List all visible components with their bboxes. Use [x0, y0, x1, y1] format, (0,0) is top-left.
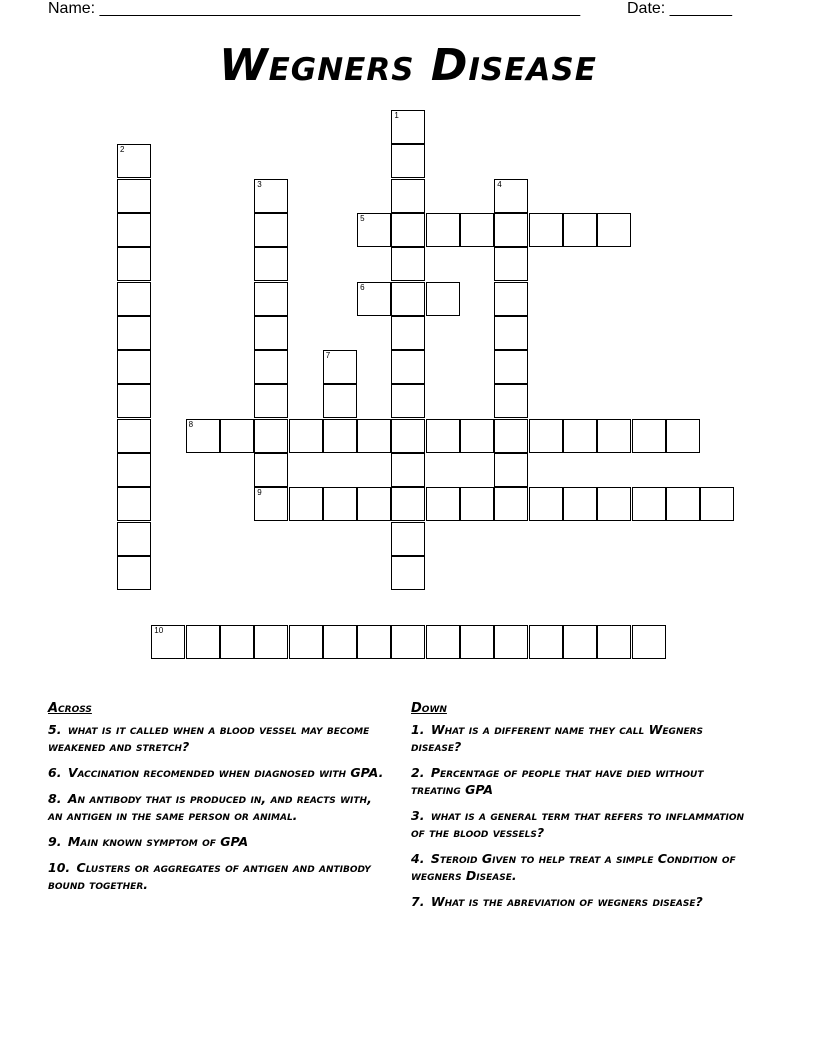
- crossword-cell[interactable]: [666, 419, 700, 453]
- cell-number: 9: [257, 488, 262, 498]
- crossword-cell[interactable]: [254, 247, 288, 281]
- crossword-cell[interactable]: [426, 213, 460, 247]
- crossword-cell[interactable]: [254, 625, 288, 659]
- crossword-cell[interactable]: [186, 419, 220, 453]
- crossword-cell[interactable]: [460, 625, 494, 659]
- crossword-cell[interactable]: [494, 453, 528, 487]
- crossword-cell[interactable]: [254, 384, 288, 418]
- crossword-cell[interactable]: [323, 350, 357, 384]
- clue-text: Vaccination recomended when diagnosed with GPA.: [67, 765, 384, 780]
- crossword-cell[interactable]: [391, 556, 425, 590]
- crossword-cell[interactable]: [460, 487, 494, 521]
- cell-number: 3: [257, 179, 262, 189]
- cell-number: 2: [120, 145, 125, 155]
- clue-text: Steroid Given to help treat a simple Condition of wegners Disease.: [411, 851, 736, 883]
- crossword-cell[interactable]: [323, 625, 357, 659]
- crossword-cell[interactable]: [391, 419, 425, 453]
- clue-text: Percentage of people that have died without treating GPA: [411, 765, 704, 797]
- crossword-cell[interactable]: [632, 487, 666, 521]
- cell-number: 5: [360, 213, 365, 223]
- clue-text: Clusters or aggregates of antigen and antibody bound together.: [48, 860, 371, 892]
- down-clue: [411, 764, 751, 798]
- crossword-cell[interactable]: [220, 419, 254, 453]
- crossword-cell[interactable]: [494, 487, 528, 521]
- crossword-cell[interactable]: [254, 213, 288, 247]
- crossword-cell[interactable]: [426, 625, 460, 659]
- clue-number: 9.: [48, 834, 62, 849]
- crossword-cell[interactable]: [426, 282, 460, 316]
- clue-text: What is the abreviation of wegners disease?: [430, 894, 703, 909]
- crossword-cell[interactable]: [289, 419, 323, 453]
- crossword-cell[interactable]: [117, 384, 151, 418]
- crossword-cell[interactable]: [117, 144, 151, 178]
- name-field-line: Name: ______________________________________________________: [48, 0, 581, 17]
- crossword-cell[interactable]: [494, 419, 528, 453]
- crossword-cell[interactable]: [666, 487, 700, 521]
- crossword-cell[interactable]: [391, 453, 425, 487]
- cell-number: 7: [325, 351, 331, 361]
- crossword-cell[interactable]: [117, 179, 151, 213]
- crossword-cell[interactable]: [494, 350, 528, 384]
- crossword-cell[interactable]: [494, 179, 528, 213]
- clue-number: 1.: [411, 722, 425, 737]
- crossword-cell[interactable]: [254, 179, 288, 213]
- crossword-cell[interactable]: [391, 247, 425, 281]
- crossword-cell[interactable]: [186, 625, 220, 659]
- crossword-cell[interactable]: [357, 625, 391, 659]
- crossword-cell[interactable]: [323, 419, 357, 453]
- crossword-cell[interactable]: [117, 213, 151, 247]
- across-clue: [48, 764, 388, 781]
- across-clues-section: [48, 700, 388, 902]
- crossword-cell[interactable]: [117, 316, 151, 350]
- crossword-cell[interactable]: [391, 179, 425, 213]
- clue-text: what is a general term that refers to inflammation of the blood vessels?: [411, 808, 745, 840]
- crossword-cell[interactable]: [254, 282, 288, 316]
- cell-number: 4: [497, 179, 502, 189]
- crossword-cell[interactable]: [117, 522, 151, 556]
- clue-number: 5.: [48, 722, 62, 737]
- crossword-cell[interactable]: [117, 350, 151, 384]
- crossword-cell[interactable]: [117, 419, 151, 453]
- crossword-cell[interactable]: [529, 419, 563, 453]
- crossword-cell[interactable]: [254, 316, 288, 350]
- crossword-cell[interactable]: [323, 487, 357, 521]
- crossword-cell[interactable]: [494, 625, 528, 659]
- crossword-cell[interactable]: [117, 282, 151, 316]
- cell-number: 8: [188, 419, 194, 429]
- crossword-cell[interactable]: [529, 487, 563, 521]
- cell-number: 6: [360, 282, 365, 292]
- crossword-cell[interactable]: [563, 419, 597, 453]
- crossword-cell[interactable]: [632, 419, 666, 453]
- crossword-cell[interactable]: [597, 625, 631, 659]
- date-field-line: Date: _______: [627, 0, 732, 17]
- crossword-cell[interactable]: [494, 282, 528, 316]
- clue-number: 6.: [48, 765, 62, 780]
- cell-number: 1: [394, 111, 399, 120]
- down-clue: [411, 807, 751, 841]
- crossword-cell[interactable]: [391, 625, 425, 659]
- puzzle-title: Wegners Disease: [219, 40, 597, 91]
- crossword-cell[interactable]: [597, 487, 631, 521]
- crossword-cell[interactable]: [597, 419, 631, 453]
- crossword-cell[interactable]: [391, 144, 425, 178]
- down-heading: Down: [411, 701, 447, 716]
- crossword-cell[interactable]: [494, 213, 528, 247]
- crossword-cell[interactable]: [391, 487, 425, 521]
- crossword-cell[interactable]: [254, 419, 288, 453]
- across-clue: [48, 833, 388, 850]
- crossword-cell[interactable]: [391, 316, 425, 350]
- clue-number: 7.: [411, 894, 425, 909]
- crossword-cell[interactable]: [563, 487, 597, 521]
- crossword-cell[interactable]: [289, 625, 323, 659]
- crossword-cell[interactable]: [632, 625, 666, 659]
- crossword-cell[interactable]: [460, 419, 494, 453]
- crossword-cell[interactable]: [357, 419, 391, 453]
- across-heading: Across: [48, 701, 92, 716]
- down-clues-section: [411, 700, 751, 919]
- crossword-cell[interactable]: [117, 487, 151, 521]
- crossword-cell[interactable]: [391, 350, 425, 384]
- crossword-cell[interactable]: [391, 110, 425, 144]
- crossword-cell[interactable]: [323, 384, 357, 418]
- crossword-cell[interactable]: [494, 247, 528, 281]
- clue-text: what is it called when a blood vessel may become weakened and stretch?: [48, 722, 370, 754]
- crossword-cell[interactable]: [289, 487, 323, 521]
- crossword-cell[interactable]: [391, 384, 425, 418]
- crossword-cell[interactable]: [357, 213, 391, 247]
- crossword-cell[interactable]: [460, 213, 494, 247]
- crossword-cell[interactable]: [151, 625, 185, 659]
- across-clue: [48, 859, 388, 893]
- crossword-cell[interactable]: [700, 487, 734, 521]
- crossword-cell[interactable]: [529, 213, 563, 247]
- across-clue: [48, 790, 388, 824]
- crossword-cell[interactable]: [254, 453, 288, 487]
- crossword-cell[interactable]: [254, 350, 288, 384]
- crossword-cell[interactable]: [357, 487, 391, 521]
- clue-number: 4.: [411, 851, 425, 866]
- crossword-cell[interactable]: [563, 625, 597, 659]
- clue-text: An antibody that is produced in, and reacts with, an antigen in the same person or animal.: [48, 791, 372, 823]
- clue-number: 8.: [48, 791, 62, 806]
- down-clue: [411, 721, 751, 755]
- down-clue: [411, 893, 751, 910]
- crossword-cell[interactable]: [391, 522, 425, 556]
- crossword-cell[interactable]: [254, 487, 288, 521]
- crossword-cell[interactable]: [391, 213, 425, 247]
- crossword-cell[interactable]: [529, 625, 563, 659]
- crossword-cell[interactable]: [597, 213, 631, 247]
- clue-number: 10.: [48, 860, 71, 875]
- cell-number: 10: [154, 625, 164, 635]
- crossword-cell[interactable]: [117, 556, 151, 590]
- clue-number: 2.: [411, 765, 425, 780]
- crossword-cell[interactable]: [391, 282, 425, 316]
- crossword-cell[interactable]: [117, 453, 151, 487]
- crossword-cell[interactable]: [426, 419, 460, 453]
- down-clue: [411, 850, 751, 884]
- clue-text: What is a different name they call Wegners disease?: [411, 722, 704, 754]
- crossword-cell[interactable]: [426, 487, 460, 521]
- crossword-cell[interactable]: [117, 247, 151, 281]
- crossword-cell[interactable]: [494, 384, 528, 418]
- clue-number: 3.: [411, 808, 425, 823]
- clue-text: Main known symptom of GPA: [67, 834, 249, 849]
- crossword-cell[interactable]: [563, 213, 597, 247]
- across-clue: [48, 721, 388, 755]
- crossword-cell[interactable]: [220, 625, 254, 659]
- crossword-cell[interactable]: [357, 282, 391, 316]
- crossword-cell[interactable]: [494, 316, 528, 350]
